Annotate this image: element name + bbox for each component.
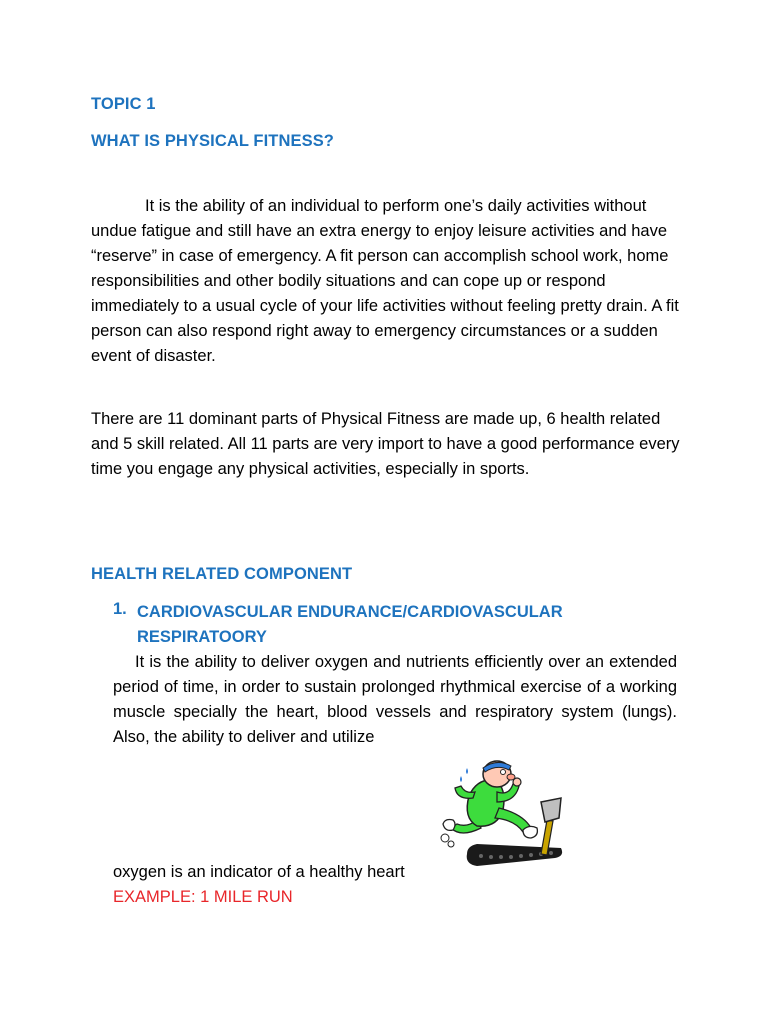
runner-back-shoe	[443, 820, 455, 831]
runner-eye	[501, 770, 506, 775]
section-heading: HEALTH RELATED COMPONENT	[91, 565, 353, 583]
runner-back-arm	[455, 786, 475, 798]
intro-paragraph: It is the ability of an individual to perform one’s daily activities without undue fatigue and still have an extra energy to enjoy leisure activities and have “reserve” in case of emergency. A fit person can accomplish school work, home responsibilities and other bodily situations and can cope up or respond immediately to a usual cycle of your life activities without feeling pretty drain. A fit person can also respond right away to emergency circumstances or a sudden event of disaster.	[91, 197, 679, 365]
list-item-cardiovascular	[113, 600, 633, 652]
treadmill-console	[541, 798, 561, 822]
runner-front-shoe	[523, 826, 537, 838]
treadmill-runner-illustration	[437, 758, 587, 876]
components-paragraph: There are 11 dominant parts of Physical Fitness are made up, 6 health related and 5 skill related. All 11 parts are very import to have a good performance every time you engage any physical activities, especially in sports.	[91, 410, 680, 478]
cardio-description-end: oxygen is an indicator of a healthy heart	[113, 863, 405, 881]
sweat-drop	[466, 768, 468, 774]
list-item-number: 1.	[113, 600, 127, 618]
topic-label: TOPIC 1	[91, 95, 156, 113]
runner-nose	[507, 774, 515, 780]
dust-puff	[441, 834, 449, 842]
example-text: EXAMPLE: 1 MILE RUN	[113, 888, 293, 906]
cardio-description: It is the ability to deliver oxygen and nutrients efficiently over an extended period of time, in order to sustain prolonged rhythmical exercise of a working muscle specially the heart, blood vessels and respiratory system (lungs). Also, the ability to deliver and utilize	[113, 653, 677, 746]
page-title: WHAT IS PHYSICAL FITNESS?	[91, 132, 334, 150]
dust-puff	[448, 841, 454, 847]
sweat-drop	[460, 776, 462, 782]
list-item-title: CARDIOVASCULAR ENDURANCE/CARDIOVASCULAR RESPIRATOORY	[137, 603, 563, 646]
